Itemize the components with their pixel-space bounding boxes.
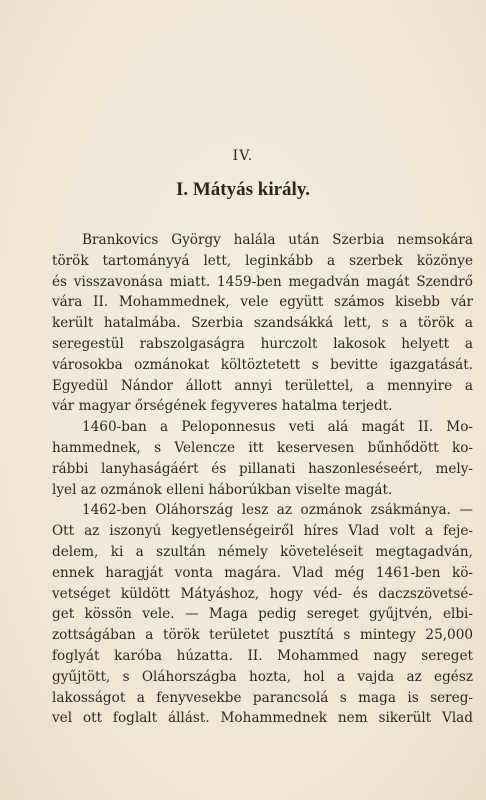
text-line: seregestül rabszolgaságra hurczolt lakosok helyett a — [52, 335, 473, 352]
text-line: hammednek, s Velencze itt keservesen bűnhődött ko- — [52, 439, 473, 456]
text-line: lakosságot a fenyvesekbe parancsolá s maga is sereg- — [52, 689, 473, 706]
text-line: delem, ki a szultán némely követeléseit megtagadván, — [52, 543, 473, 560]
text-line: 1460-ban a Peloponnesus veti alá magát II. Mo- — [82, 419, 473, 436]
text-line: get kössön vele. — Maga pedig sereget gyűjtvén, elbi- — [52, 606, 473, 623]
body-text — [52, 230, 473, 729]
text-line: vel ott foglalt állást. Mohammednek nem sikerült Vlad — [52, 710, 473, 727]
text-line: Brankovics György halála után Szerbia nemsokára — [82, 232, 473, 248]
text-line: Egyedül Nándor állott annyi területtel, a mennyire a — [52, 377, 473, 394]
text-line: lyel az ozmánok elleni háborúkban viselte magát. — [52, 481, 393, 498]
text-line: vár magyar őrségének fegyveres hatalma terjedt. — [52, 398, 393, 415]
text-line: vetséget küldött Mátyáshoz, hogy véd- és daczszövetsé- — [52, 585, 473, 602]
chapter-title: I. Mátyás király. — [175, 179, 311, 200]
text-line: vára II. Mohammednek, vele együtt számos kisebb vár — [52, 294, 473, 311]
text-line: zottságában a török területet pusztítá s mintegy 25,000 — [52, 627, 473, 644]
text-line: 1462-ben Oláhország lesz az ozmánok zsákmánya. — — [82, 502, 473, 519]
text-line: török tartományyá lett, leginkább a szerbek közönye — [52, 252, 473, 269]
text-line: került hatalmába. Szerbia szandsákká lett, s a török a — [52, 315, 473, 332]
text-line: ennek haragját vonta magára. Vlad még 1461-ben kö- — [52, 564, 473, 581]
text-line: városokba ozmánokat költöztetett s bevitte igazgatását. — [52, 356, 473, 373]
text-line: rábbi lanyhaságáért és pillanati haszonleséseért, mely- — [52, 460, 473, 477]
text-line: gyűjtött, s Oláhországba hozta, hol a vajda az egész — [52, 668, 473, 685]
text-line: foglyát karóba húzatta. II. Mohammed nagy sereget — [52, 647, 473, 664]
text-line: Ott az iszonyú kegyetlenségeiről híres Vlad volt a feje- — [52, 523, 473, 540]
text-line: és visszavonása miatt. 1459-ben megadván magát Szendrő — [52, 273, 473, 290]
chapter-number: IV. — [232, 148, 254, 164]
